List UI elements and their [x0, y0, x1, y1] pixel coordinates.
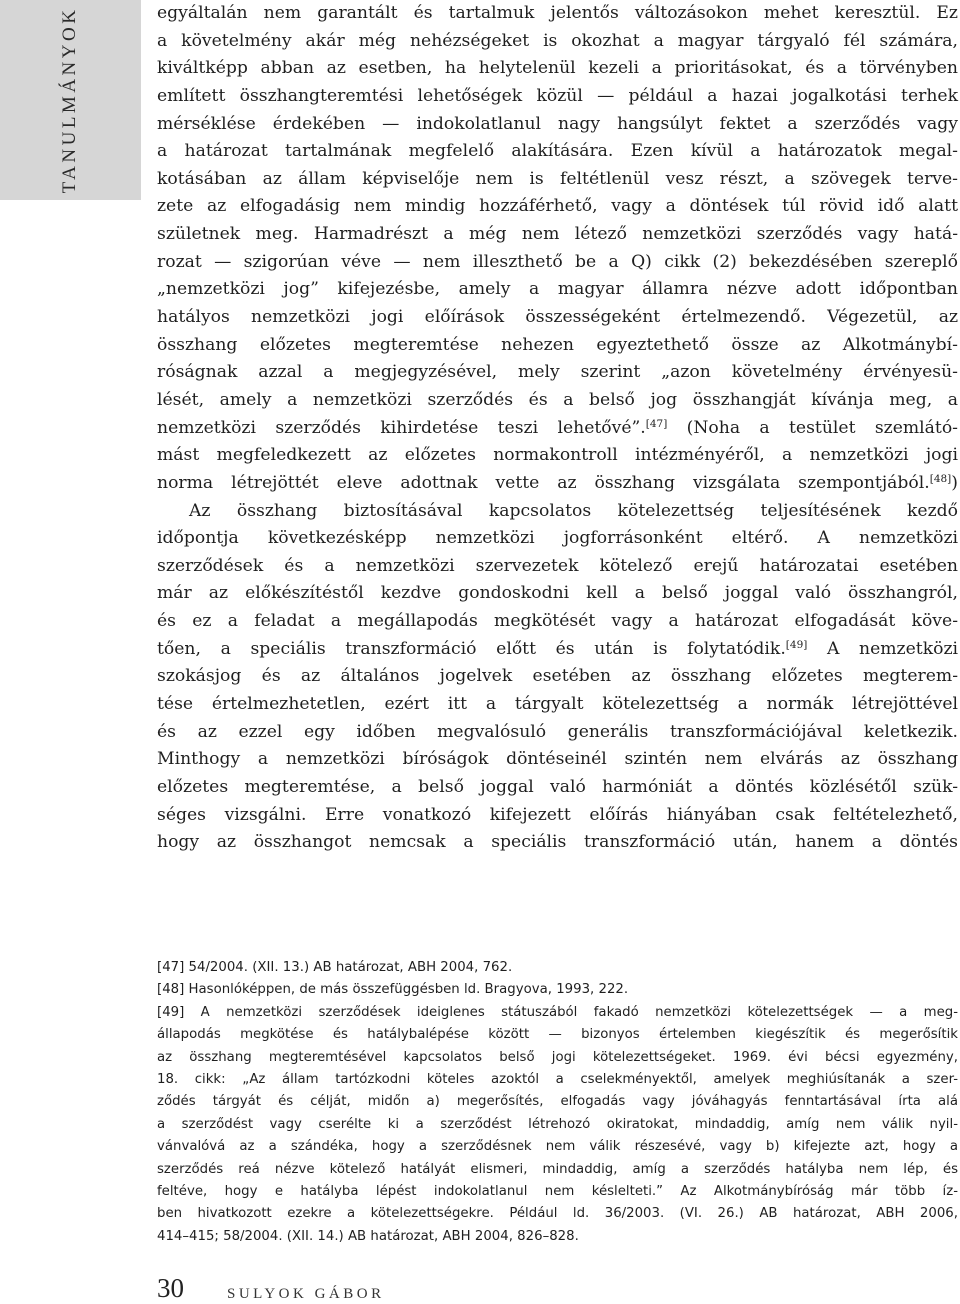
body-line: hatályos nemzetközi jogi előírások összességeként értelmezendő. Végezetül, az: [157, 307, 958, 328]
footnote-line: feltéve, hogy e hatályba lépést indokolatlanul nem késlelteti.” Az Alkotmánybíróság már több íz-: [157, 1183, 958, 1199]
body-line: róságnak azzal a megjegyzésével, mely szerint „azon követelmény érvényesü-: [157, 362, 958, 383]
body-line: és az ezzel egy időben megvalósuló generális transzformációjával keletkezik.: [157, 721, 958, 742]
footnote-ref[interactable]: [49]: [785, 638, 808, 651]
body-line: mást megfeledkezett az előzetes normakontroll intézményéről, a nemzetközi jogi: [157, 445, 958, 466]
running-author: SULYOK GÁBOR: [227, 1286, 385, 1302]
body-line: tése értelmezhetetlen, ezért itt a tárgyalt kötelezettség a normák létrejöttével: [157, 694, 958, 715]
footnote-line: [49] A nemzetközi szerződések ideiglenes státuszából fakadó nemzetközi kötelezettségek — a meg-: [157, 1004, 958, 1020]
body-line: „nemzetközi jog” kifejezésbe, amely a magyar államra nézve adott időpontban: [157, 279, 958, 300]
body-line: Minthogy a nemzetközi bíróságok döntéseinél szintén nem elvárás az összhang: [157, 749, 958, 770]
section-label: TANULMÁNYOK: [59, 6, 80, 194]
footnote-47: [47] 54/2004. (XII. 13.) AB határozat, ABH 2004, 762.: [157, 960, 513, 975]
body-line: és ez a feladat a megállapodás megkötését vagy a határozat elfogadását köve-: [157, 611, 958, 632]
body-line: zete az elfogadásig nem mindig hozzáférhető, vagy a döntések túl rövid idő alatt: [157, 196, 958, 217]
body-line: már az előkészítéstől kezdve gondoskodni kell a belső joggal való összhangról,: [157, 583, 958, 604]
body-line-text: nemzetközi szerződés kihirdetése teszi lehetővé”.: [157, 417, 646, 438]
body-line: a követelmény akár még nehézségeket is okozhat a magyar tárgyaló fél számára,: [157, 30, 958, 51]
body-line: rozat — szigorúan véve — nem illeszthető be a Q) cikk (2) bekezdésében szereplő: [157, 251, 958, 272]
footnotes: [157, 957, 958, 1248]
body-line: lését, amely a nemzetközi szerződés és a belső jog összhangját kívánja meg, a: [157, 389, 958, 410]
body-line: séges vizsgálni. Erre vonatkozó kifejezett előírás hiányában csak feltételezhető,: [157, 804, 958, 825]
body-line: egyáltalán nem garantált és tartalmuk jelentős változásokon mehet keresztül. Ez: [157, 3, 958, 23]
footnote-line: szerződés reá nézve kötelező hatályát elismeri, mindaddig, amíg a szerződés hatályba nem lép, és: [157, 1161, 958, 1177]
body-line: hogy az összhangot nemcsak a speciális transzformáció után, hanem a döntés: [157, 832, 958, 853]
body-line-text: tően, a speciális transzformáció előtt és után is folytatódik.: [157, 638, 786, 659]
footnote-line: vánvalóvá az a szándéka, hogy a szerződésnek nem válik részesévé, vagy b) kifejezte azt, hogy a: [157, 1139, 958, 1155]
body-line: időpontja következésképp nemzetközi jogforrásonként eltérő. A nemzetközi: [157, 528, 958, 549]
footnote-ref[interactable]: [48]: [929, 472, 952, 485]
body-line: születnek meg. Harmadrészt a még nem létező nemzetközi szerződés vagy hatá-: [157, 224, 958, 245]
footnote-49: [157, 1002, 958, 1248]
body-line: a határozat tartalmának megfelelő alakítására. Ezen kívül a határozatok megal-: [157, 141, 958, 162]
body-line: említett összhangteremtési lehetőségek közül — például a hazai jogalkotási terhek: [157, 85, 958, 106]
body-line: [157, 470, 958, 498]
body-line: [157, 636, 958, 664]
body-line: mérséklése érdekében — indokolatlanul nagy hangsúlyt fektet a szerződés vagy: [157, 113, 958, 134]
footnote-line: ben hivatkozott ezekre a kötelezettségekre. Például ld. 36/2003. (VI. 26.) AB határozat, ABH 2006,: [157, 1206, 958, 1222]
footnote-line: 18. cikk: „Az állam tartózkodni köteles azoktól a cselekményektől, amelyek meghiúsítanák a szer-: [157, 1071, 958, 1087]
footnote-line: az összhang megteremtésével kapcsolatos belső jogi kötelezettségeket. 1969. évi bécsi egyezmény,: [157, 1049, 958, 1065]
body-line-text: A nemzetközi: [807, 638, 959, 659]
footnote-line: 414–415; 58/2004. (XII. 14.) AB határozat, ABH 2004, 826–828.: [157, 1228, 579, 1244]
body-line-text: (Noha a testület szemlátó-: [667, 417, 958, 438]
main-body-text: [157, 0, 958, 857]
page-number: 30: [157, 1273, 184, 1303]
footnote-line: ződés tárgyát és célját, midőn a) megerősítés, elfogadás vagy jóváhagyás fenntartásával írta alá: [157, 1094, 958, 1110]
body-line: összhang előzetes megteremtése nehezen egyeztethető össze az Alkotmánybí-: [157, 334, 958, 355]
body-line: [157, 415, 958, 443]
body-line: szokásjog és az általános jogelvek esetében az összhang előzetes megterem-: [157, 666, 958, 687]
section-tab: [0, 0, 141, 200]
body-line: Az összhang biztosításával kapcsolatos kötelezettség teljesítésének kezdő: [189, 500, 958, 521]
body-line: kotásában az állam képviselője nem is feltétlenül vesz részt, a szövegek terve-: [157, 168, 958, 189]
footnote-48: [48] Hasonlóképpen, de más összefüggésben ld. Bragyova, 1993, 222.: [157, 982, 629, 998]
body-line: szerződések és a nemzetközi szervezetek kötelező erejű határozatai esetében: [157, 555, 958, 576]
body-line-text: ): [951, 472, 958, 493]
footnote-line: állapodás megkötése és hatálybalépése között — bizonyos értelemben kiegészítik és megerősítik: [157, 1027, 958, 1043]
body-line: kiváltképp abban az esetben, ha helytelenül kezeli a prioritásokat, és a törvényben: [157, 58, 958, 79]
body-line: előzetes megteremtése, a belső joggal való harmóniát a döntés közlésétől szük-: [157, 776, 958, 797]
body-line-text: norma létrejöttét eleve adottnak vette az összhang vizsgálata szempontjából.: [157, 472, 930, 493]
footnote-line: a szerződést vagy cserélte ki a szerződést létrehozó okiratokat, mindaddig, amíg nem válik nyil-: [157, 1116, 958, 1132]
footnote-ref[interactable]: [47]: [645, 417, 668, 430]
